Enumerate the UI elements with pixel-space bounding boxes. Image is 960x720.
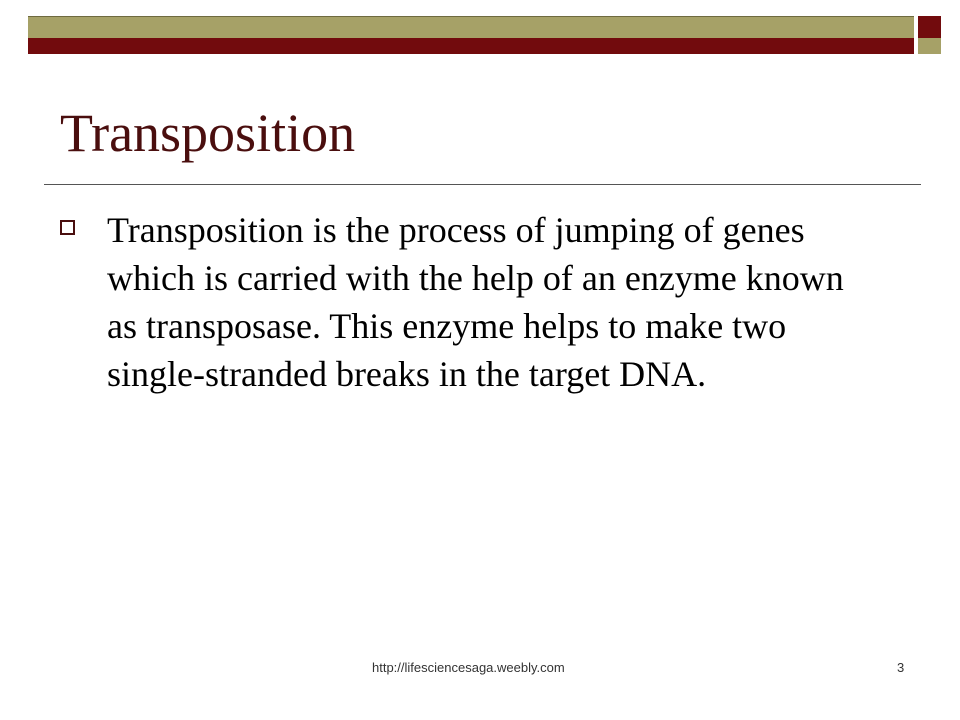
hollow-square-bullet-icon (60, 220, 75, 235)
footer-url: http://lifesciencesaga.weebly.com (372, 660, 565, 675)
header-corner-olive (918, 38, 941, 54)
header-band-maroon (28, 38, 914, 54)
page-number: 3 (897, 660, 905, 675)
header-corner-maroon (918, 16, 941, 38)
slide-title: Transposition (60, 103, 356, 163)
title-divider (44, 184, 921, 185)
bullet-text: Transposition is the process of jumping of genes which is carried with the help of an enzyme known as transposase. This enzyme helps to make two single-stranded breaks in the target DNA. (107, 210, 844, 394)
header-band-olive (28, 16, 914, 39)
